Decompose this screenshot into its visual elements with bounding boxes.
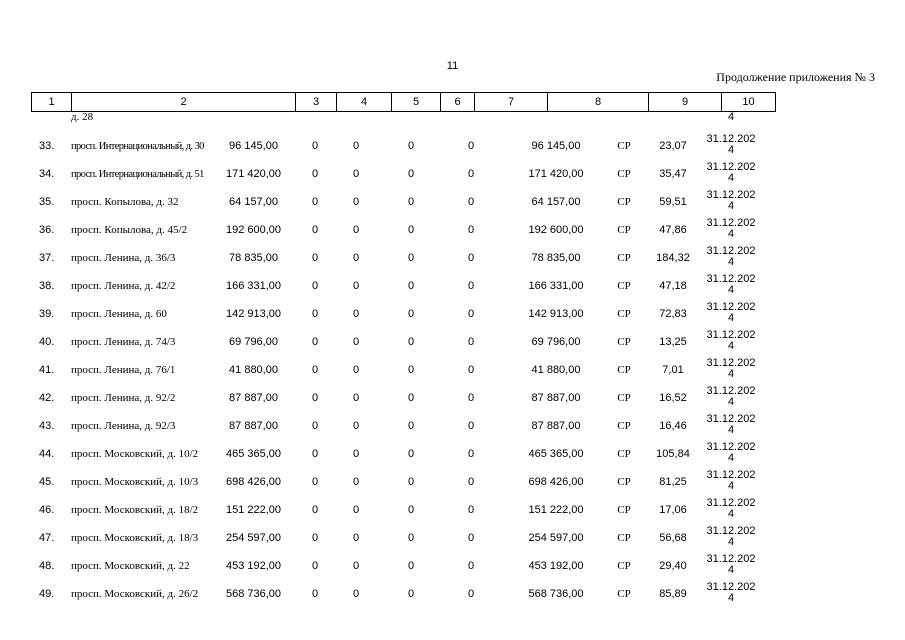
deadline-date-part: 31.12.202: [706, 217, 756, 229]
column-7-cost-cell: 453 192,00: [528, 560, 584, 572]
column-4-cell: 0: [352, 196, 360, 208]
unit-value-cell: 23,07: [659, 140, 687, 152]
continued-date-fragment: 4: [728, 111, 735, 123]
table-row: [31, 552, 773, 580]
deadline-date-wrap: 4: [727, 144, 735, 156]
deadline-date-part: 31.12.202: [706, 497, 756, 509]
address-cell: просп. Интернациональный, д. 30: [71, 140, 204, 152]
row-number: 43.: [39, 420, 55, 432]
deadline-date-wrap: 4: [727, 508, 735, 520]
unit-value-cell: 16,52: [659, 392, 687, 404]
column-4-cell: 0: [352, 224, 360, 236]
deadline-date-part: 31.12.202: [706, 301, 756, 313]
column-3-cell: 0: [311, 504, 319, 516]
column-7-cost-cell: 698 426,00: [528, 476, 584, 488]
column-3-cell: 0: [311, 336, 319, 348]
column-4-cell: 0: [352, 504, 360, 516]
column-header-10: 10: [722, 93, 776, 112]
column-4-cell: 0: [352, 588, 360, 600]
column-6-cell: 0: [467, 224, 475, 236]
column-5-cell: 0: [407, 420, 415, 432]
column-header-5: 5: [392, 93, 441, 112]
table-row: [31, 160, 773, 188]
row-number: 48.: [39, 560, 55, 572]
deadline-date-wrap: 4: [727, 480, 735, 492]
table-body: [31, 132, 773, 608]
unit-value-cell: 47,18: [659, 280, 687, 292]
column-3-cell: 0: [311, 560, 319, 572]
column-5-cell: 0: [407, 476, 415, 488]
address-cell: просп. Ленина, д. 42/2: [71, 279, 176, 292]
unit-value-cell: 56,68: [659, 532, 687, 544]
column-6-cell: 0: [467, 420, 475, 432]
total-cost-cell: 568 736,00: [225, 588, 282, 600]
deadline-date-cell: [703, 132, 759, 162]
table-row: [31, 272, 773, 300]
column-5-cell: 0: [407, 448, 415, 460]
column-6-cell: 0: [467, 252, 475, 264]
table-row: [31, 496, 773, 524]
column-3-cell: 0: [311, 252, 319, 264]
unit-value-cell: 13,25: [659, 336, 687, 348]
column-6-cell: 0: [467, 476, 475, 488]
total-cost-cell: 142 913,00: [225, 308, 282, 320]
source-code-cell: СР: [617, 196, 631, 208]
table-row: [31, 524, 773, 552]
deadline-date-cell: [703, 356, 759, 386]
deadline-date-cell: [703, 468, 759, 498]
column-4-cell: 0: [352, 532, 360, 544]
unit-value-cell: 184,32: [656, 252, 690, 264]
deadline-date-part: 31.12.202: [706, 329, 756, 341]
address-cell: просп. Ленина, д. 92/3: [71, 419, 176, 432]
column-6-cell: 0: [467, 532, 475, 544]
column-3-cell: 0: [311, 448, 319, 460]
source-code-cell: СР: [617, 140, 631, 152]
deadline-date-cell: [703, 244, 759, 274]
table-row: [31, 188, 773, 216]
deadline-date-wrap: 4: [727, 452, 735, 464]
table-row: [31, 440, 773, 468]
row-number: 40.: [39, 336, 55, 348]
column-7-cost-cell: 64 157,00: [531, 196, 581, 208]
column-header-7: 7: [475, 93, 548, 112]
total-cost-cell: 151 222,00: [225, 504, 282, 516]
column-4-cell: 0: [352, 420, 360, 432]
total-cost-cell: 41 880,00: [229, 364, 278, 376]
deadline-date-wrap: 4: [727, 284, 735, 296]
column-6-cell: 0: [467, 280, 475, 292]
deadline-date-cell: [703, 412, 759, 442]
row-number: 41.: [39, 364, 55, 376]
continued-address-fragment: д. 28: [71, 111, 94, 123]
row-number: 37.: [39, 252, 55, 264]
row-number: 33.: [39, 140, 55, 152]
column-5-cell: 0: [407, 308, 415, 320]
total-cost-cell: 87 887,00: [229, 392, 278, 404]
table-row: [31, 412, 773, 440]
row-number: 44.: [39, 448, 55, 460]
column-header-1: 1: [32, 93, 72, 112]
column-3-cell: 0: [311, 420, 319, 432]
table-row: [31, 216, 773, 244]
unit-value-cell: 47,86: [659, 224, 687, 236]
source-code-cell: СР: [617, 504, 631, 516]
column-7-cost-cell: 192 600,00: [528, 224, 584, 236]
column-3-cell: 0: [311, 280, 319, 292]
deadline-date-wrap: 4: [727, 368, 735, 380]
unit-value-cell: 81,25: [659, 476, 687, 488]
address-cell: просп. Ленина, д. 76/1: [71, 363, 176, 376]
deadline-date-part: 31.12.202: [706, 525, 756, 537]
deadline-date-cell: [703, 160, 759, 190]
address-cell: просп. Ленина, д. 60: [71, 307, 167, 320]
column-7-cost-cell: 142 913,00: [528, 308, 584, 320]
source-code-cell: СР: [617, 252, 631, 264]
table-row: [31, 244, 773, 272]
unit-value-cell: 85,89: [659, 588, 687, 600]
total-cost-cell: 254 597,00: [225, 532, 282, 544]
row-number: 45.: [39, 476, 55, 488]
column-5-cell: 0: [407, 280, 415, 292]
deadline-date-part: 31.12.202: [706, 413, 756, 425]
column-3-cell: 0: [311, 224, 319, 236]
deadline-date-part: 31.12.202: [706, 245, 756, 257]
address-cell: просп. Московский, д. 18/3: [71, 531, 199, 544]
deadline-date-cell: [703, 188, 759, 218]
row-number: 35.: [39, 196, 55, 208]
unit-value-cell: 35,47: [659, 168, 687, 180]
column-5-cell: 0: [407, 364, 415, 376]
total-cost-cell: 192 600,00: [225, 224, 282, 236]
total-cost-cell: 453 192,00: [225, 560, 282, 572]
table-row: [31, 300, 773, 328]
column-5-cell: 0: [407, 252, 415, 264]
column-5-cell: 0: [407, 140, 415, 152]
deadline-date-cell: [703, 328, 759, 358]
page-number: 11: [446, 60, 459, 72]
deadline-date-part: 31.12.202: [706, 385, 756, 397]
column-4-cell: 0: [352, 560, 360, 572]
row-number: 49.: [39, 588, 55, 600]
unit-value-cell: 16,46: [659, 420, 687, 432]
column-7-cost-cell: 465 365,00: [528, 448, 584, 460]
deadline-date-part: 31.12.202: [706, 581, 756, 593]
deadline-date-wrap: 4: [727, 564, 735, 576]
column-3-cell: 0: [311, 364, 319, 376]
row-number: 42.: [39, 392, 55, 404]
table-row: [31, 132, 773, 160]
column-4-cell: 0: [352, 392, 360, 404]
source-code-cell: СР: [617, 420, 631, 432]
deadline-date-part: 31.12.202: [706, 357, 756, 369]
column-7-cost-cell: 568 736,00: [528, 588, 584, 600]
address-cell: просп. Интернациональный, д. 51: [71, 168, 204, 180]
column-3-cell: 0: [311, 392, 319, 404]
column-header-2: 2: [72, 93, 296, 112]
total-cost-cell: 69 796,00: [229, 336, 278, 348]
column-5-cell: 0: [407, 224, 415, 236]
column-7-cost-cell: 41 880,00: [531, 364, 581, 376]
source-code-cell: СР: [617, 392, 631, 404]
total-cost-cell: 64 157,00: [229, 196, 278, 208]
column-header-table: [31, 92, 776, 112]
row-number: 39.: [39, 308, 55, 320]
deadline-date-part: 31.12.202: [706, 133, 756, 145]
column-6-cell: 0: [467, 364, 475, 376]
unit-value-cell: 59,51: [659, 196, 687, 208]
column-header-3: 3: [296, 93, 337, 112]
column-4-cell: 0: [352, 364, 360, 376]
column-3-cell: 0: [311, 532, 319, 544]
deadline-date-part: 31.12.202: [706, 441, 756, 453]
deadline-date-cell: [703, 552, 759, 582]
column-4-cell: 0: [352, 168, 360, 180]
table-row: [31, 356, 773, 384]
row-number: 36.: [39, 224, 55, 236]
column-4-cell: 0: [352, 448, 360, 460]
deadline-date-cell: [703, 440, 759, 470]
column-header-6: 6: [441, 93, 475, 112]
table-row: [31, 384, 773, 412]
source-code-cell: СР: [617, 336, 631, 348]
deadline-date-wrap: 4: [727, 340, 735, 352]
deadline-date-cell: [703, 300, 759, 330]
column-3-cell: 0: [311, 588, 319, 600]
column-5-cell: 0: [407, 392, 415, 404]
row-number: 47.: [39, 532, 55, 544]
column-3-cell: 0: [311, 476, 319, 488]
column-header-8: 8: [548, 93, 649, 112]
deadline-date-part: 31.12.202: [706, 553, 756, 565]
deadline-date-wrap: 4: [727, 312, 735, 324]
table-row: [31, 580, 773, 608]
address-cell: просп. Копылова, д. 32: [71, 195, 179, 208]
column-5-cell: 0: [407, 336, 415, 348]
source-code-cell: СР: [617, 560, 631, 572]
address-cell: просп. Московский, д. 22: [71, 559, 190, 572]
column-4-cell: 0: [352, 308, 360, 320]
deadline-date-part: 31.12.202: [706, 161, 756, 173]
column-header-4: 4: [337, 93, 392, 112]
column-3-cell: 0: [311, 196, 319, 208]
column-4-cell: 0: [352, 252, 360, 264]
unit-value-cell: 7,01: [662, 364, 684, 376]
column-6-cell: 0: [467, 448, 475, 460]
deadline-date-wrap: 4: [727, 396, 735, 408]
column-6-cell: 0: [467, 196, 475, 208]
column-6-cell: 0: [467, 168, 475, 180]
column-6-cell: 0: [467, 308, 475, 320]
column-5-cell: 0: [407, 532, 415, 544]
column-4-cell: 0: [352, 140, 360, 152]
column-5-cell: 0: [407, 196, 415, 208]
column-7-cost-cell: 96 145,00: [531, 140, 581, 152]
deadline-date-part: 31.12.202: [706, 189, 756, 201]
column-6-cell: 0: [467, 588, 475, 600]
deadline-date-wrap: 4: [727, 228, 735, 240]
address-cell: просп. Московский, д. 26/2: [71, 587, 199, 600]
total-cost-cell: 698 426,00: [225, 476, 282, 488]
table-row: [31, 468, 773, 496]
address-cell: просп. Московский, д. 10/3: [71, 475, 199, 488]
column-6-cell: 0: [467, 336, 475, 348]
deadline-date-cell: [703, 580, 759, 610]
source-code-cell: СР: [617, 364, 631, 376]
total-cost-cell: 87 887,00: [229, 420, 278, 432]
deadline-date-cell: [703, 272, 759, 302]
source-code-cell: СР: [617, 476, 631, 488]
column-header-9: 9: [649, 93, 722, 112]
row-number: 46.: [39, 504, 55, 516]
column-7-cost-cell: 69 796,00: [531, 336, 581, 348]
deadline-date-wrap: 4: [727, 172, 735, 184]
row-number: 38.: [39, 280, 55, 292]
unit-value-cell: 105,84: [656, 448, 690, 460]
column-5-cell: 0: [407, 588, 415, 600]
source-code-cell: СР: [617, 532, 631, 544]
column-5-cell: 0: [407, 168, 415, 180]
total-cost-cell: 465 365,00: [225, 448, 282, 460]
source-code-cell: СР: [617, 168, 631, 180]
address-cell: просп. Московский, д. 10/2: [71, 447, 199, 460]
column-3-cell: 0: [311, 168, 319, 180]
deadline-date-wrap: 4: [727, 592, 735, 604]
deadline-date-wrap: 4: [727, 536, 735, 548]
column-4-cell: 0: [352, 476, 360, 488]
column-6-cell: 0: [467, 392, 475, 404]
source-code-cell: СР: [617, 448, 631, 460]
source-code-cell: СР: [617, 224, 631, 236]
column-5-cell: 0: [407, 504, 415, 516]
address-cell: просп. Ленина, д. 36/3: [71, 251, 176, 264]
deadline-date-wrap: 4: [727, 424, 735, 436]
column-4-cell: 0: [352, 280, 360, 292]
continuation-label: Продолжение приложения № 3: [716, 70, 875, 84]
column-7-cost-cell: 171 420,00: [528, 168, 584, 180]
column-6-cell: 0: [467, 560, 475, 572]
column-4-cell: 0: [352, 336, 360, 348]
deadline-date-cell: [703, 496, 759, 526]
deadline-date-part: 31.12.202: [706, 273, 756, 285]
column-7-cost-cell: 254 597,00: [528, 532, 584, 544]
address-cell: просп. Ленина, д. 92/2: [71, 391, 176, 404]
unit-value-cell: 17,06: [659, 504, 687, 516]
deadline-date-cell: [703, 216, 759, 246]
deadline-date-cell: [703, 384, 759, 414]
unit-value-cell: 72,83: [659, 308, 687, 320]
column-header-row: [32, 93, 776, 112]
total-cost-cell: 78 835,00: [229, 252, 278, 264]
row-number: 34.: [39, 168, 55, 180]
source-code-cell: СР: [617, 588, 631, 600]
total-cost-cell: 166 331,00: [225, 280, 282, 292]
table-row: [31, 328, 773, 356]
source-code-cell: СР: [617, 308, 631, 320]
column-7-cost-cell: 151 222,00: [528, 504, 584, 516]
total-cost-cell: 96 145,00: [229, 140, 278, 152]
column-6-cell: 0: [467, 140, 475, 152]
address-cell: просп. Московский, д. 18/2: [71, 503, 199, 516]
column-7-cost-cell: 166 331,00: [528, 280, 584, 292]
column-5-cell: 0: [407, 560, 415, 572]
unit-value-cell: 29,40: [659, 560, 687, 572]
address-cell: просп. Копылова, д. 45/2: [71, 223, 188, 236]
deadline-date-cell: [703, 524, 759, 554]
deadline-date-wrap: 4: [727, 256, 735, 268]
column-3-cell: 0: [311, 308, 319, 320]
deadline-date-wrap: 4: [727, 200, 735, 212]
address-cell: просп. Ленина, д. 74/3: [71, 335, 176, 348]
column-6-cell: 0: [467, 504, 475, 516]
column-7-cost-cell: 78 835,00: [531, 252, 581, 264]
source-code-cell: СР: [617, 280, 631, 292]
column-7-cost-cell: 87 887,00: [531, 392, 581, 404]
column-7-cost-cell: 87 887,00: [531, 420, 581, 432]
deadline-date-part: 31.12.202: [706, 469, 756, 481]
column-3-cell: 0: [311, 140, 319, 152]
total-cost-cell: 171 420,00: [225, 168, 282, 180]
